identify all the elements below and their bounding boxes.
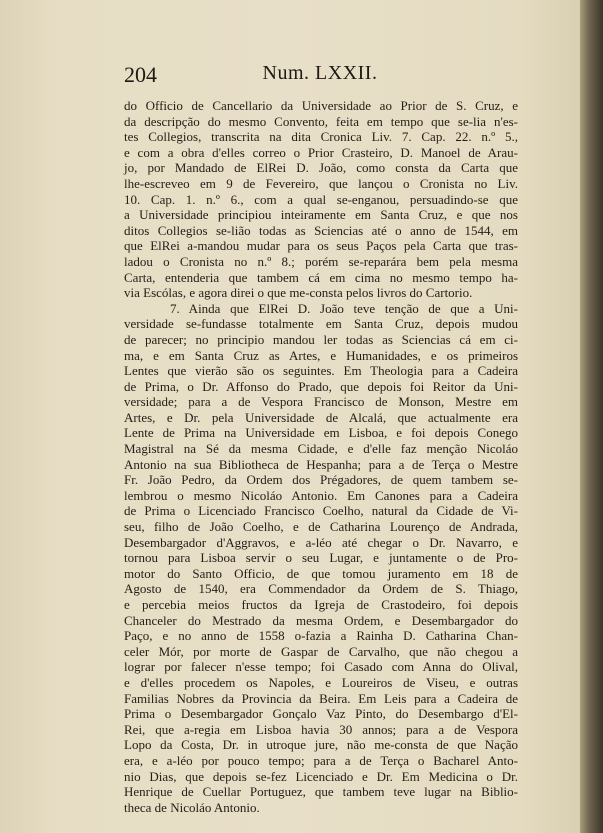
text-line: Chanceler do Mestrado da mesma Ordem, e Desembargador do xyxy=(124,612,518,628)
text-line: via Escólas, e agora direi o que me-consta pelos livros do Cartorio. xyxy=(124,285,473,301)
binding-shadow xyxy=(580,0,603,833)
text-line: tornou para Lisboa servir o seu Lugar, e juntamente o de Pro- xyxy=(124,550,518,566)
text-line: 10. Cap. 1. n.º 6., com a qual se-enganou, persuadindo-se que xyxy=(124,191,518,207)
text-line: tes Collegios, transcrita na dita Cronica Liv. 7. Cap. 22. n.º 5., xyxy=(124,129,518,145)
text-line: e d'elles procedem os Napoles, e Loureiros de Viseu, e outras xyxy=(124,674,518,690)
running-title: Num. LXXII. xyxy=(262,62,378,84)
body-text xyxy=(124,98,518,815)
text-line: do Officio de Cancellario da Universidade ao Prior de S. Cruz, e xyxy=(124,98,518,113)
text-line: Henrique de Cuellar Portuguez, que tambem teve lugar na Biblio- xyxy=(124,784,518,800)
text-line: Prima o Desembargador Gonçalo Vaz Pinto, do Desembargo d'El- xyxy=(124,706,518,722)
text-line: Antonio na sua Bibliotheca de Hespanha; para a de Terça o Mestre xyxy=(124,456,518,472)
text-line: Agosto de 1540, era Commendador da Ordem de S. Thiago, xyxy=(124,581,518,597)
page-number: 204 xyxy=(124,62,157,87)
text-line: versidade se-fundasse totalmente em Santa Cruz, depois mudou xyxy=(124,316,518,332)
text-line: Desembargador d'Aggravos, e a-léo até chegar o Dr. Navarro, e xyxy=(124,534,518,550)
text-line: Fr. João Pedro, da Ordem dos Prégadores, de quem tambem se- xyxy=(124,472,518,488)
page-header xyxy=(124,62,516,94)
text-line: a Universidade principiou inteiramente em Santa Cruz, e que nos xyxy=(124,207,518,223)
text-line: ma, e em Santa Cruz as Artes, e Humanidades, e os primeiros xyxy=(124,347,518,363)
text-line: e com a obra d'elles correo o Prior Crasteiro, D. Manoel de Arau- xyxy=(124,144,518,160)
text-line: de Prima o Licenciado Francisco Coelho, natural da Cidade de Vi- xyxy=(124,503,518,519)
text-line: Lentes que vierão são os seguintes. Em Theologia para a Cadeira xyxy=(124,363,518,379)
text-line: e percebia meios fructos da Igreja de Crastodeiro, foi depois xyxy=(124,597,518,612)
text-line: Rei, que a-regia em Lisboa havia 30 annos; para a de Vespora xyxy=(124,721,518,737)
text-line: que ElRei a-mandou mudar para os seus Paços pela Carta que tras- xyxy=(124,238,518,254)
text-line: Lopo da Costa, Dr. in utroque jure, não me-consta de que Nação xyxy=(124,737,518,753)
text-line: ditos Collegios se-lião todas as Sciencias até o anno de 1544, em xyxy=(124,222,518,238)
text-line: lembrou o mesmo Nicoláo Antonio. Em Canones para a Cadeira xyxy=(124,487,518,503)
text-line: ladou o Cronista no n.º 8.; porém se-reparára bem pela mesma xyxy=(124,253,518,269)
text-line: seu, filho de João Coelho, e de Catharina Lourenço de Andrada, xyxy=(124,519,518,535)
text-line: motor do Santo Officio, de que tomou juramento em 18 de xyxy=(124,565,518,581)
text-line: versidade; para a de Vespora Francisco de Monson, Mestre em xyxy=(124,394,518,410)
text-line: Paço, e no anno de 1558 o-fazia a Rainha D. Catharina Chan- xyxy=(124,628,518,644)
text-line: lograr por falecer n'esse tempo; foi Casado com Anna do Olival, xyxy=(124,659,518,675)
text-line: da descripção do mesmo Convento, feita em tempo que se-lia n'es- xyxy=(124,113,518,129)
text-line: Magistral na Sé da mesma Cidade, e d'elle faz menção Nicoláo xyxy=(124,441,518,457)
text-line: nio Dias, que depois se-fez Licenciado e Dr. Em Medicina o Dr. xyxy=(124,768,518,784)
text-line: Lente de Prima na Universidade em Lisboa, e foi depois Conego xyxy=(124,425,518,441)
text-line: jo, por Mandado de ElRei D. João, como consta da Carta que xyxy=(124,160,518,176)
text-line: de parecer; no principio mandou ler todas as Sciencias cá em ci- xyxy=(124,331,518,347)
text-line: 7. Ainda que ElRei D. João teve tenção de que a Uni- xyxy=(170,300,518,316)
text-line: Familias Nobres da Provincia da Beira. Em Leis para a Cadeira de xyxy=(124,690,518,706)
text-line: de Prima, o Dr. Affonso do Prado, que depois foi Reitor da Uni- xyxy=(124,378,518,394)
text-line: era, e a-léo por pouco tempo; para a de Terça o Bacharel Anto- xyxy=(124,752,518,768)
text-line: celer Mór, por morte de Gaspar de Carvalho, que não chegou a xyxy=(124,643,518,659)
text-line: Artes, e Dr. pela Universidade de Alcalá, que actualmente era xyxy=(124,409,518,425)
text-line: theca de Nicoláo Antonio. xyxy=(124,799,260,815)
text-line: lhe-escreveo em 9 de Fevereiro, que lançou o Cronista no Liv. xyxy=(124,175,518,191)
text-line: Carta, entenderia que tambem cá em cima no mesmo tempo ha- xyxy=(124,269,518,285)
